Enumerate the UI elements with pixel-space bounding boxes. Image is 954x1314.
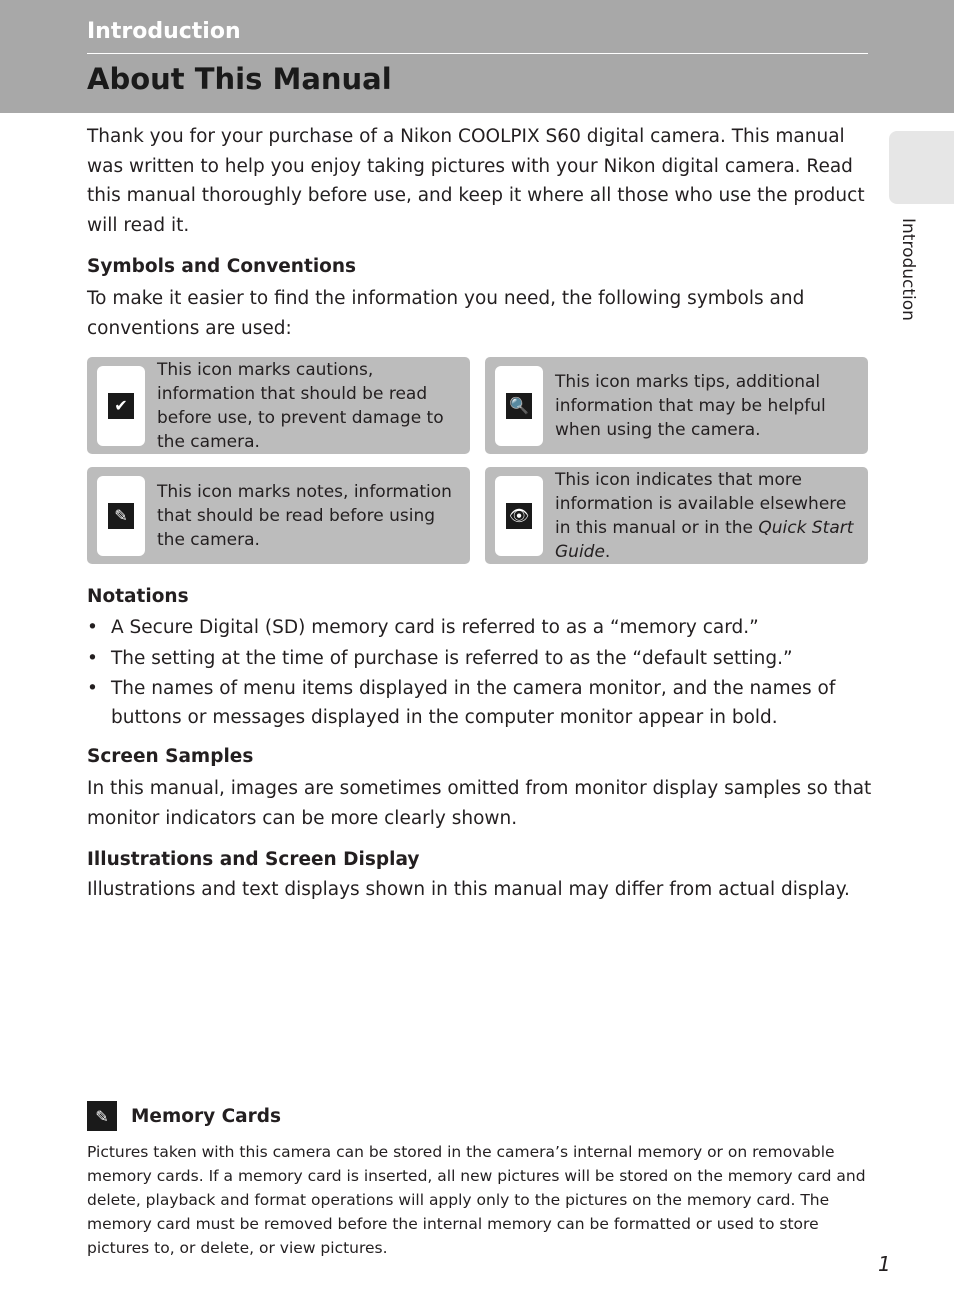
quick-start-guide-title: Quick Start Guide <box>555 517 854 562</box>
icon-frame <box>97 476 145 556</box>
symbol-card-caution <box>87 357 470 454</box>
side-tab-label: Introduction <box>898 218 918 321</box>
memory-cards-note <box>87 1100 872 1260</box>
section-label: Introduction <box>87 19 241 44</box>
list-item: • The setting at the time of purchase is referred to as the “default setting.” <box>87 645 872 674</box>
list-item: • The names of menu items displayed in the camera monitor, and the names of buttons or messages displayed in the computer monitor appear in bold. <box>87 675 872 732</box>
note-header <box>87 1100 872 1132</box>
icon-frame <box>495 366 543 446</box>
symbols-text: To make it easier to find the information you need, the following symbols and conventions are used: <box>87 288 805 339</box>
icon-frame <box>97 366 145 446</box>
screen-samples-heading: Screen Samples <box>87 746 254 767</box>
reference-text: This icon indicates that more information is available elsewhere in this manual or in the <box>555 469 847 538</box>
main-content <box>87 122 872 905</box>
symbol-card-text <box>555 468 868 564</box>
reference-eye-icon: 👁 <box>506 503 532 529</box>
note-title: Memory Cards <box>131 1105 282 1127</box>
intro-paragraph: Thank you for your purchase of a Nikon COOLPIX S60 digital camera. This manual was written to help you enjoy taking pictures with your Nikon digital camera. Read this manual thoroughly before use, and keep it where all those who use the product will read it. <box>87 126 865 236</box>
symbols-heading: Symbols and Conventions <box>87 256 357 277</box>
page-header <box>0 0 954 113</box>
page-number: 1 <box>878 1252 891 1276</box>
symbols-grid <box>87 357 872 564</box>
symbol-card-text: This icon marks tips, additional information that may be helpful when using the camera. <box>555 371 826 440</box>
symbol-card-notes <box>87 467 470 564</box>
icon-frame <box>495 476 543 556</box>
caution-check-icon: ✔ <box>108 393 134 419</box>
header-divider <box>87 53 868 54</box>
tips-magnifier-icon: 🔍 <box>506 393 532 419</box>
notations-heading: Notations <box>87 586 189 607</box>
screen-samples-text: In this manual, images are sometimes omitted from monitor display samples so that monitor indicators can be more clearly shown. <box>87 778 872 829</box>
list-item: • A Secure Digital (SD) memory card is referred to as a “memory card.” <box>87 614 872 643</box>
note-text: Pictures taken with this camera can be stored in the camera’s internal memory or on removable memory cards. If a memory card is inserted, all new pictures will be stored on the memory card and delete, playback and format operations will apply only to the pictures on the memory card. The memory card must be removed before the internal memory can be formatted or used to store pictures to, or delete, or view pictures. <box>87 1143 866 1257</box>
notations-list <box>87 614 872 732</box>
illustrations-heading: Illustrations and Screen Display <box>87 849 420 870</box>
notes-pencil-icon: ✎ <box>87 1101 117 1131</box>
symbol-card-text: This icon marks cautions, information that should be read before use, to prevent damage to the camera. <box>157 359 444 452</box>
symbol-card-tips <box>485 357 868 454</box>
illustrations-text: Illustrations and text displays shown in this manual may differ from actual display. <box>87 879 850 900</box>
reference-text-end: . <box>604 541 611 562</box>
symbol-card-reference <box>485 467 868 564</box>
side-tab <box>889 131 954 204</box>
notes-pencil-icon: ✎ <box>108 503 134 529</box>
symbol-card-text: This icon marks notes, information that should be read before using the camera. <box>157 481 452 550</box>
page-title: About This Manual <box>87 62 392 96</box>
